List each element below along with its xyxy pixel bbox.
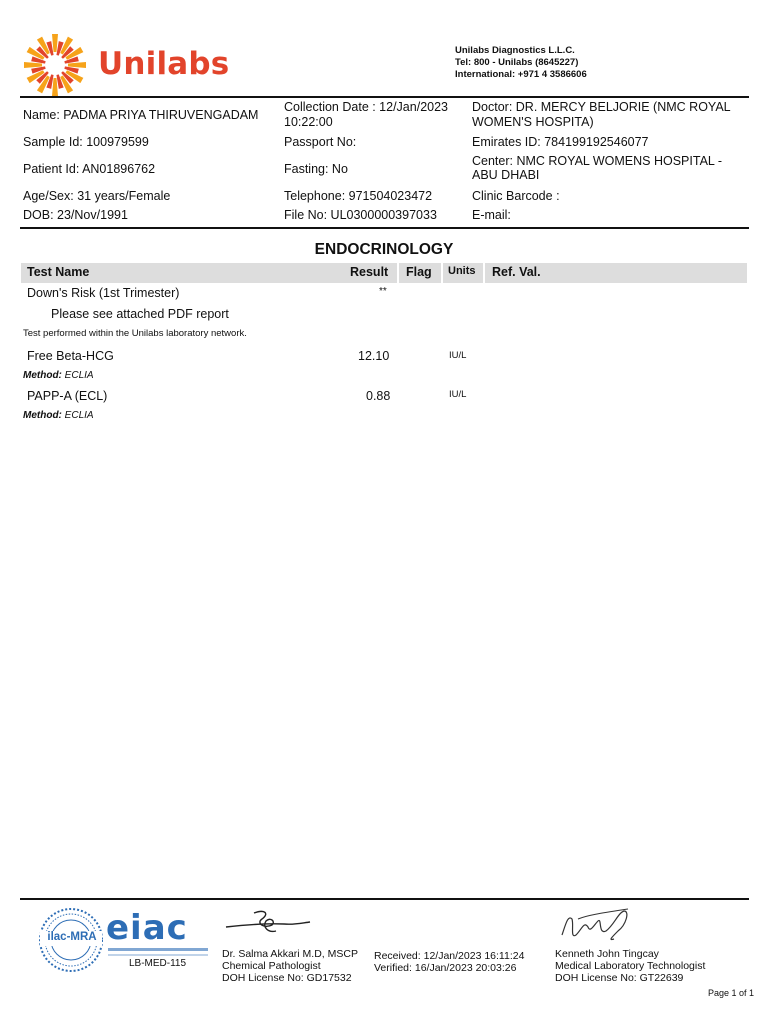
- center-cont: ABU DHABI: [472, 168, 540, 182]
- file-no: File No: UL0300000397033: [284, 208, 437, 222]
- dob: DOB: 23/Nov/1991: [23, 208, 128, 222]
- downs-risk-result: **: [379, 286, 387, 297]
- footer-divider: [20, 898, 749, 900]
- pathologist-name: Dr. Salma Akkari M.D, MSCP: [222, 948, 358, 960]
- company-info: [455, 45, 587, 81]
- patient-divider: [20, 227, 749, 229]
- header-col-sep-2: [441, 263, 443, 283]
- test-result: 0.88: [366, 389, 391, 403]
- ilac-mra-logo: [38, 907, 104, 973]
- results-table-header: [21, 263, 747, 283]
- email: E-mail:: [472, 208, 511, 222]
- method-value: ECLIA: [64, 410, 94, 421]
- company-name: Unilabs Diagnostics L.L.C.: [455, 45, 575, 56]
- patient-id: Patient Id: AN01896762: [23, 162, 156, 176]
- received-time: Received: 12/Jan/2023 16:11:24: [374, 950, 525, 962]
- telephone: Telephone: 971504023472: [284, 189, 433, 203]
- ilac-mra-text: ilac-MRA: [47, 931, 97, 943]
- brand-name: Unilabs: [98, 46, 230, 82]
- col-ref-val: Ref. Val.: [492, 265, 541, 279]
- col-flag: Flag: [406, 265, 432, 279]
- center: Center: NMC ROYAL WOMENS HOSPITAL -: [472, 154, 723, 168]
- sample-id: Sample Id: 100979599: [23, 135, 149, 149]
- page-number: Page 1 of 1: [708, 988, 755, 998]
- test-name: PAPP-A (ECL): [27, 389, 108, 403]
- technologist-signature: [558, 905, 638, 947]
- collection-time: 10:22:00: [284, 115, 333, 129]
- unilabs-logo: [22, 32, 242, 96]
- header-col-sep-1: [397, 263, 399, 283]
- method-label: Method:: [23, 410, 62, 421]
- test-units: IU/L: [449, 350, 467, 361]
- test-units: IU/L: [449, 389, 467, 400]
- company-international: International: +971 4 3586606: [455, 69, 587, 80]
- eiac-arabic-line: [108, 948, 208, 951]
- col-test-name: Test Name: [27, 265, 90, 279]
- verified-time: Verified: 16/Jan/2023 20:03:26: [374, 962, 517, 974]
- emirates-id: Emirates ID: 784199192546077: [472, 135, 649, 149]
- passport-no: Passport No:: [284, 135, 357, 149]
- doctor-cont: WOMEN'S HOSPITA): [472, 115, 594, 129]
- tech-title: Medical Laboratory Technologist: [555, 960, 706, 972]
- network-note: Test performed within the Unilabs laboratory network.: [23, 328, 247, 339]
- timestamps-block: [374, 950, 524, 974]
- see-pdf-note: Please see attached PDF report: [51, 307, 229, 321]
- fasting: Fasting: No: [284, 162, 348, 176]
- clinic-barcode: Clinic Barcode :: [472, 189, 560, 203]
- test-name: Free Beta-HCG: [27, 349, 114, 363]
- header-divider: [20, 96, 749, 98]
- method-label: Method:: [23, 370, 62, 381]
- accreditation-code: LB-MED-115: [129, 958, 187, 969]
- test-method: [23, 410, 94, 421]
- pathologist-title: Chemical Pathologist: [222, 960, 321, 972]
- method-value: ECLIA: [64, 370, 94, 381]
- technologist-block: [555, 948, 705, 984]
- eiac-subline: [108, 954, 208, 956]
- pathologist-signature: [224, 907, 314, 941]
- test-result: 12.10: [358, 349, 390, 363]
- sunburst-icon: [22, 32, 88, 98]
- age-sex: Age/Sex: 31 years/Female: [23, 189, 171, 203]
- pathologist-license: DOH License No: GD17532: [222, 972, 352, 984]
- header-col-sep-3: [483, 263, 485, 283]
- doctor: Doctor: DR. MERCY BELJORIE (NMC ROYAL: [472, 100, 731, 114]
- tech-name: Kenneth John Tingcay: [555, 948, 659, 960]
- downs-risk-name: Down's Risk (1st Trimester): [27, 286, 180, 300]
- eiac-wordmark: eiac: [106, 908, 188, 948]
- patient-name: Name: PADMA PRIYA THIRUVENGADAM: [23, 108, 259, 122]
- tech-license: DOH License No: GT22639: [555, 972, 684, 984]
- test-method: [23, 370, 94, 381]
- eiac-logo: [106, 910, 212, 962]
- company-tel: Tel: 800 - Unilabs (8645227): [455, 57, 579, 68]
- pathologist-block: [222, 948, 358, 984]
- col-units: Units: [448, 265, 476, 277]
- collection-date: Collection Date : 12/Jan/2023: [284, 100, 448, 114]
- section-title: ENDOCRINOLOGY: [314, 241, 454, 258]
- col-result: Result: [350, 265, 389, 279]
